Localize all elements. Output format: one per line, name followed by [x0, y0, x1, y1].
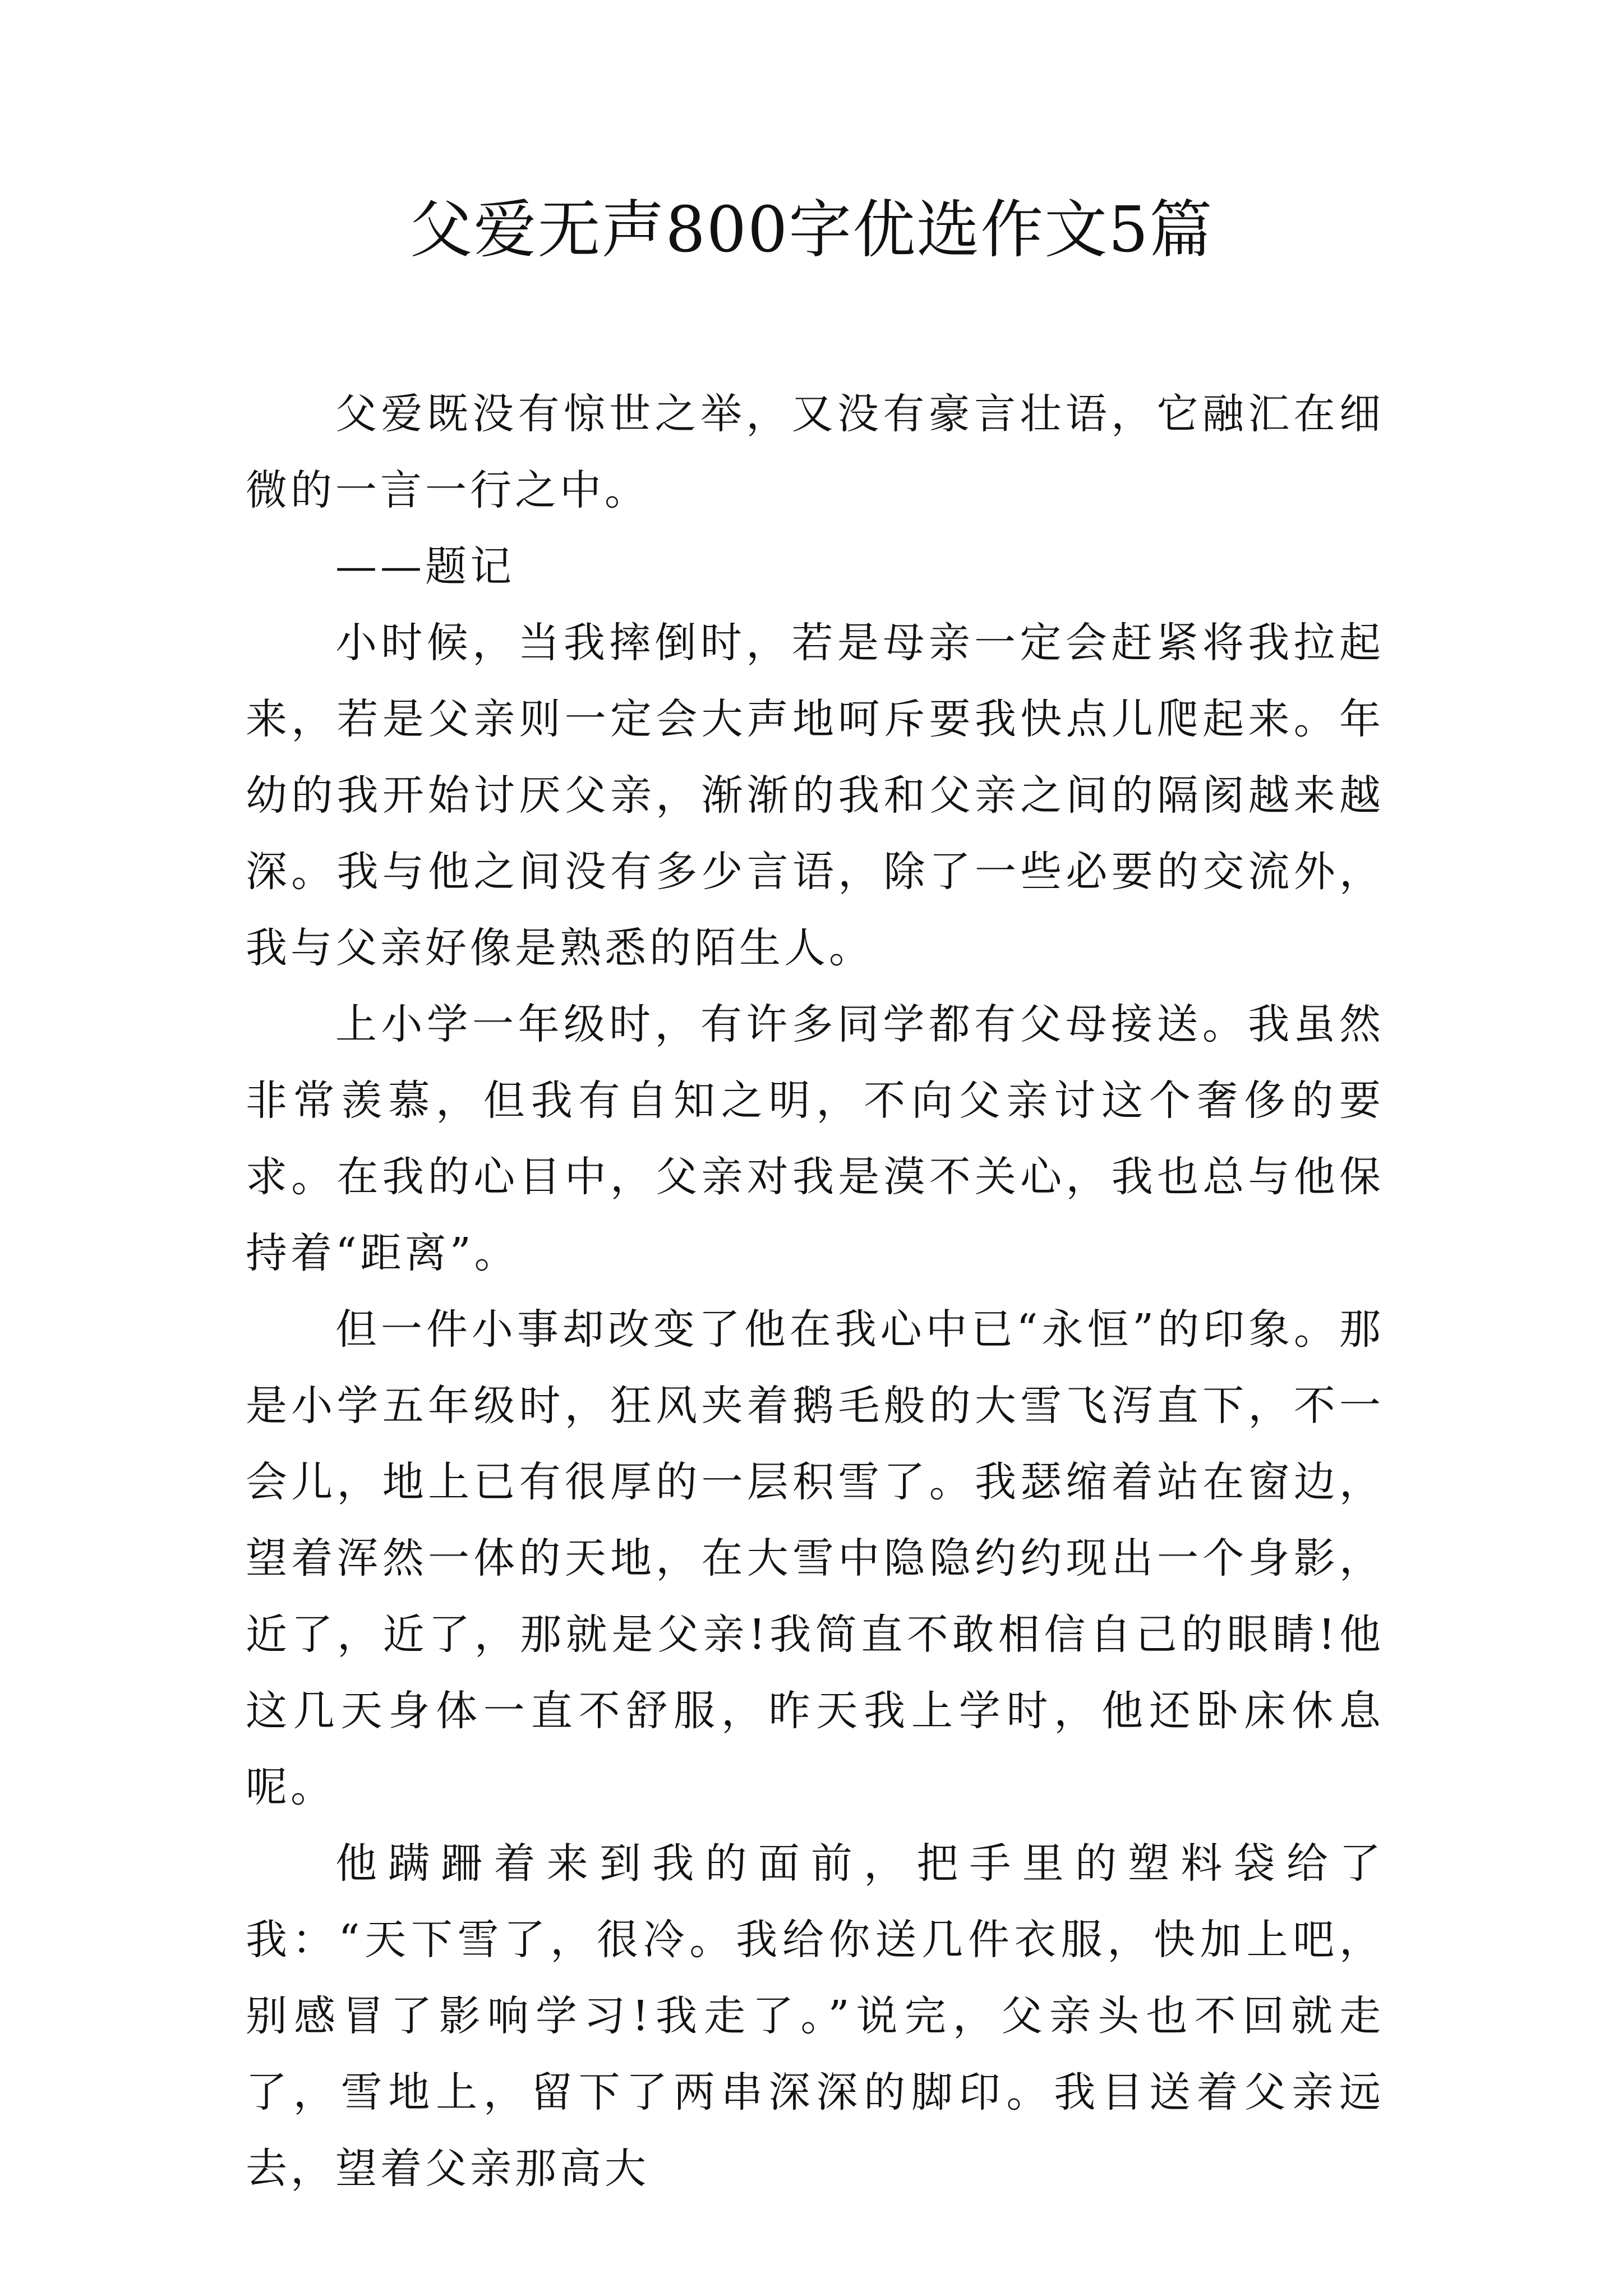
document-body: [246, 376, 1384, 2207]
paragraph-epigraph-attribution: ——题记: [335, 542, 515, 591]
paragraph-intro: 父爱既没有惊世之举，又没有豪言壮语，它融汇在细微的一言一行之中。: [246, 390, 1384, 514]
paragraph: 小时候，当我摔倒时，若是母亲一定会赶紧将我拉起来，若是父亲则一定会大声地呵斥要我快点儿爬起来。年幼的我开始讨厌父亲，渐渐的我和父亲之间的隔阂越来越深。我与他之间没有多少言语，除了一些必要的交流外，我与父亲好像是熟悉的陌生人。: [246, 619, 1384, 972]
paragraph: 上小学一年级时，有许多同学都有父母接送。我虽然非常羡慕，但我有自知之明，不向父亲讨这个奢侈的要求。在我的心目中，父亲对我是漠不关心，我也总与他保持着“距离”。: [246, 1000, 1384, 1277]
paragraph: 他蹒跚着来到我的面前，把手里的塑料袋给了我：“天下雪了，很冷。我给你送几件衣服，快加上吧，别感冒了影响学习!我走了。”说完，父亲头也不回就走了，雪地上，留下了两串深深的脚印。我目送着父亲远去，望着父亲那高大: [246, 1839, 1384, 2193]
paragraph: 但一件小事却改变了他在我心中已“永恒”的印象。那是小学五年级时，狂风夹着鹅毛般的大雪飞泻直下，不一会儿，地上已有很厚的一层积雪了。我瑟缩着站在窗边，望着浑然一体的天地，在大雪中隐隐约约现出一个身影，近了，近了，那就是父亲!我简直不敢相信自己的眼睛!他这几天身体一直不舒服，昨天我上学时，他还卧床休息呢。: [246, 1305, 1384, 1811]
document-title: 父爱无声800字优选作文5篇: [409, 194, 1214, 266]
